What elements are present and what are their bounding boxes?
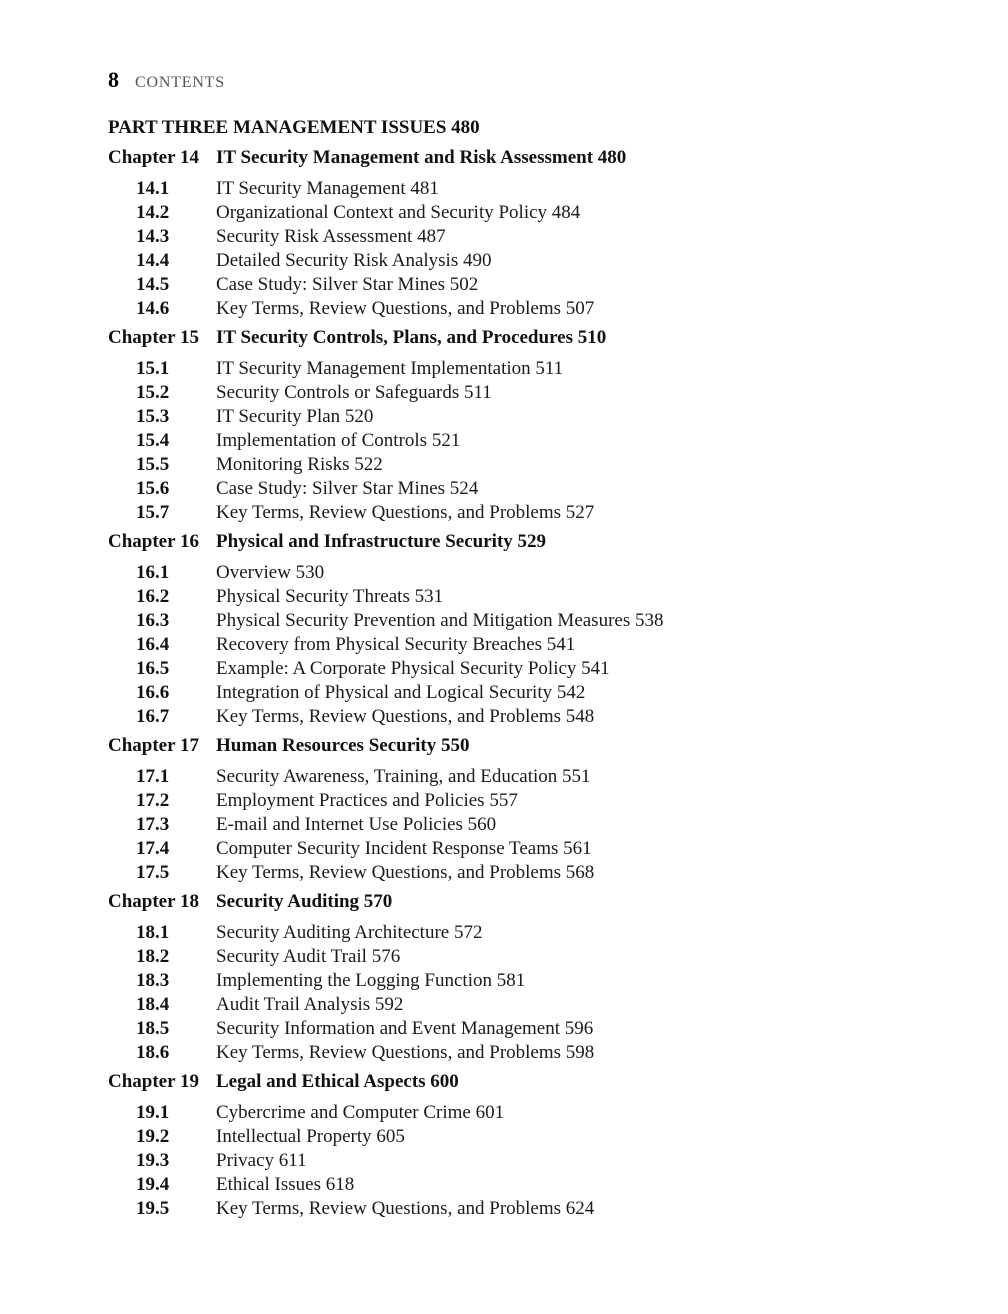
part-heading: PART THREE MANAGEMENT ISSUES 480	[108, 117, 480, 138]
section-number: 16.6	[136, 682, 170, 703]
section-title: Physical Security Threats 531	[216, 586, 444, 607]
section-row	[108, 837, 968, 861]
chapter-block	[108, 529, 968, 729]
section-number: 17.1	[136, 766, 170, 787]
section-number: 19.1	[136, 1102, 170, 1123]
section-number: 15.6	[136, 478, 170, 499]
section-title: IT Security Plan 520	[216, 406, 374, 427]
section-row	[108, 921, 968, 945]
section-title: Monitoring Risks 522	[216, 454, 383, 475]
section-number: 16.2	[136, 586, 170, 607]
section-title: Key Terms, Review Questions, and Problems 548	[216, 706, 595, 727]
chapter-label: Chapter 18	[108, 891, 199, 912]
section-number: 18.1	[136, 922, 170, 943]
section-row	[108, 1173, 968, 1197]
section-title: Key Terms, Review Questions, and Problems 568	[216, 862, 595, 883]
chapter-heading	[108, 1069, 968, 1095]
chapter-block	[108, 1069, 968, 1221]
page-number: 8	[108, 67, 119, 92]
section-title: Overview 530	[216, 562, 325, 583]
chapter-label: Chapter 14	[108, 147, 199, 168]
chapter-heading	[108, 529, 968, 555]
section-title: Key Terms, Review Questions, and Problems 527	[216, 502, 595, 523]
chapter-heading	[108, 889, 968, 915]
chapter-title: Security Auditing 570	[216, 891, 393, 912]
section-row	[108, 765, 968, 789]
section-row	[108, 1041, 968, 1065]
section-title: Case Study: Silver Star Mines 524	[216, 478, 479, 499]
section-row	[108, 1125, 968, 1149]
section-row	[108, 249, 968, 273]
section-number: 16.5	[136, 658, 170, 679]
section-row	[108, 681, 968, 705]
section-row	[108, 1017, 968, 1041]
section-number: 17.2	[136, 790, 170, 811]
section-row	[108, 297, 968, 321]
section-row	[108, 993, 968, 1017]
section-title: Intellectual Property 605	[216, 1126, 405, 1147]
section-title: Computer Security Incident Response Teams 561	[216, 838, 592, 859]
section-row	[108, 657, 968, 681]
chapter-block	[108, 145, 968, 321]
section-title: Physical Security Prevention and Mitigation Measures 538	[216, 610, 664, 631]
section-title: Security Controls or Safeguards 511	[216, 382, 492, 403]
section-row	[108, 177, 968, 201]
section-title: Case Study: Silver Star Mines 502	[216, 274, 479, 295]
section-title: Implementing the Logging Function 581	[216, 970, 526, 991]
chapter-block	[108, 325, 968, 525]
section-number: 19.2	[136, 1126, 170, 1147]
chapter-label: Chapter 19	[108, 1071, 199, 1092]
section-title: Key Terms, Review Questions, and Problems 507	[216, 298, 595, 319]
section-title: Cybercrime and Computer Crime 601	[216, 1102, 505, 1123]
section-title: Security Auditing Architecture 572	[216, 922, 483, 943]
section-title: Security Awareness, Training, and Education 551	[216, 766, 591, 787]
section-title: Example: A Corporate Physical Security Policy 541	[216, 658, 610, 679]
section-number: 16.7	[136, 706, 170, 727]
section-number: 14.4	[136, 250, 170, 271]
section-number: 17.5	[136, 862, 170, 883]
section-number: 15.2	[136, 382, 170, 403]
chapter-label: Chapter 15	[108, 327, 199, 348]
chapter-label: Chapter 17	[108, 735, 199, 756]
section-title: Detailed Security Risk Analysis 490	[216, 250, 492, 271]
chapter-heading	[108, 145, 968, 171]
section-number: 17.3	[136, 814, 170, 835]
section-title: Security Information and Event Management 596	[216, 1018, 594, 1039]
section-number: 18.2	[136, 946, 170, 967]
chapter-block	[108, 889, 968, 1065]
section-title: Key Terms, Review Questions, and Problems 598	[216, 1042, 595, 1063]
chapter-list	[108, 145, 968, 1221]
section-row	[108, 501, 968, 525]
section-row	[108, 789, 968, 813]
section-number: 14.3	[136, 226, 170, 247]
section-number: 16.1	[136, 562, 170, 583]
section-title: Security Audit Trail 576	[216, 946, 401, 967]
section-number: 15.3	[136, 406, 170, 427]
section-number: 18.6	[136, 1042, 170, 1063]
section-number: 15.7	[136, 502, 170, 523]
section-row	[108, 969, 968, 993]
section-number: 15.1	[136, 358, 170, 379]
section-row	[108, 861, 968, 885]
section-number: 18.4	[136, 994, 170, 1015]
section-title: Organizational Context and Security Policy 484	[216, 202, 581, 223]
section-row	[108, 1149, 968, 1173]
section-title: Audit Trail Analysis 592	[216, 994, 404, 1015]
section-title: E-mail and Internet Use Policies 560	[216, 814, 497, 835]
section-number: 14.5	[136, 274, 170, 295]
section-number: 19.5	[136, 1198, 170, 1219]
section-number: 14.6	[136, 298, 170, 319]
section-row	[108, 945, 968, 969]
chapter-block	[108, 733, 968, 885]
section-title: Ethical Issues 618	[216, 1174, 355, 1195]
running-title: CONTENTS	[135, 74, 225, 91]
section-row	[108, 705, 968, 729]
section-row	[108, 453, 968, 477]
section-number: 16.3	[136, 610, 170, 631]
section-row	[108, 273, 968, 297]
section-title: Integration of Physical and Logical Security 542	[216, 682, 586, 703]
section-row	[108, 381, 968, 405]
section-row	[108, 225, 968, 249]
section-number: 14.2	[136, 202, 170, 223]
chapter-heading	[108, 325, 968, 351]
section-row	[108, 633, 968, 657]
section-number: 17.4	[136, 838, 170, 859]
chapter-title: IT Security Management and Risk Assessment 480	[216, 147, 627, 168]
section-row	[108, 609, 968, 633]
section-number: 15.5	[136, 454, 170, 475]
chapter-heading	[108, 733, 968, 759]
section-title: Employment Practices and Policies 557	[216, 790, 518, 811]
section-title: Security Risk Assessment 487	[216, 226, 446, 247]
section-title: Key Terms, Review Questions, and Problems 624	[216, 1198, 595, 1219]
running-head	[108, 66, 968, 94]
section-number: 18.3	[136, 970, 170, 991]
chapter-title: IT Security Controls, Plans, and Procedures 510	[216, 327, 607, 348]
chapter-title: Human Resources Security 550	[216, 735, 470, 756]
section-number: 19.4	[136, 1174, 170, 1195]
contents-page	[108, 66, 968, 1221]
section-title: IT Security Management Implementation 511	[216, 358, 564, 379]
section-number: 16.4	[136, 634, 170, 655]
section-number: 19.3	[136, 1150, 170, 1171]
section-row	[108, 477, 968, 501]
section-title: Recovery from Physical Security Breaches 541	[216, 634, 576, 655]
section-number: 14.1	[136, 178, 170, 199]
chapter-title: Physical and Infrastructure Security 529	[216, 531, 547, 552]
section-row	[108, 585, 968, 609]
section-number: 18.5	[136, 1018, 170, 1039]
section-title: IT Security Management 481	[216, 178, 439, 199]
section-row	[108, 561, 968, 585]
section-row	[108, 429, 968, 453]
chapter-title: Legal and Ethical Aspects 600	[216, 1071, 459, 1092]
section-row	[108, 357, 968, 381]
section-number: 15.4	[136, 430, 170, 451]
section-title: Implementation of Controls 521	[216, 430, 461, 451]
section-row	[108, 201, 968, 225]
section-row	[108, 1101, 968, 1125]
section-title: Privacy 611	[216, 1150, 307, 1171]
chapter-label: Chapter 16	[108, 531, 199, 552]
section-row	[108, 813, 968, 837]
section-row	[108, 405, 968, 429]
section-row	[108, 1197, 968, 1221]
